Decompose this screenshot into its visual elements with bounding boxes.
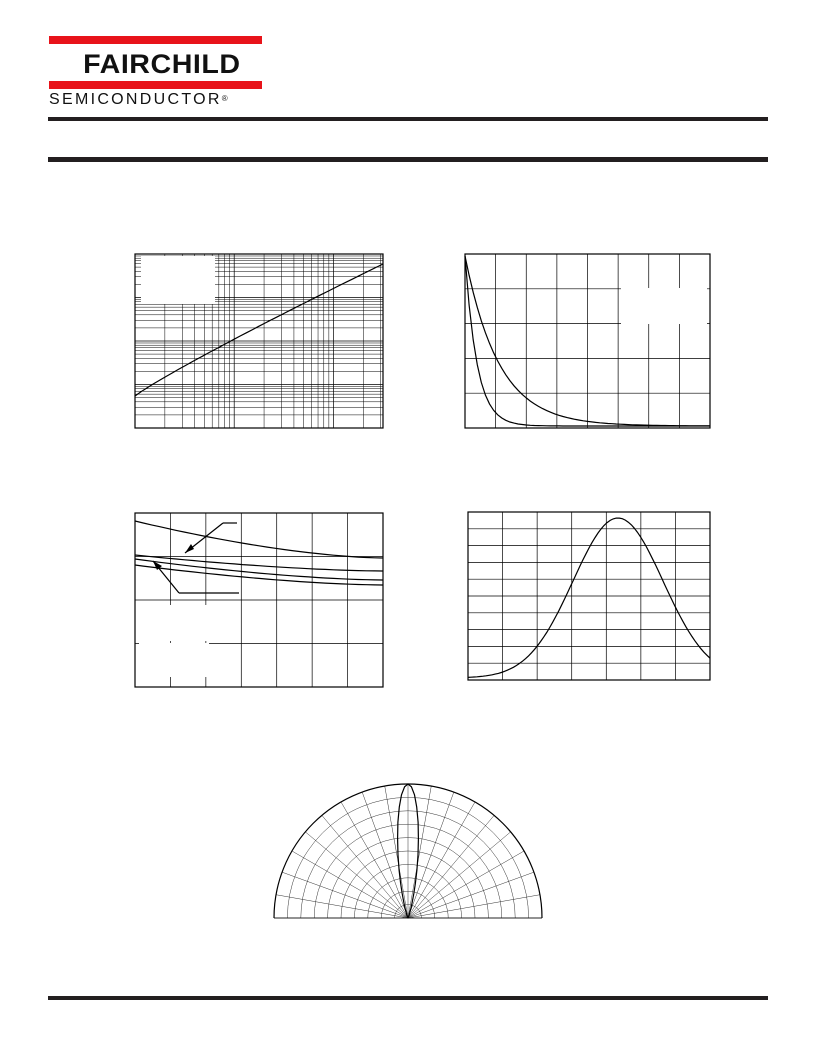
series-line-4 [135,565,383,585]
polar-spoke [408,832,511,918]
polar-spoke [305,832,408,918]
series-line-2 [135,555,383,571]
registered-mark: ® [221,94,228,103]
chart-polar [270,770,546,922]
chart-decay [465,254,710,428]
chart-spectral [468,512,710,680]
legend-box [141,256,215,304]
chart-log-log [135,254,383,428]
header-rule [48,117,768,121]
series-line-1 [135,521,383,558]
logo-bar-bottom [49,81,262,89]
footer-rule [48,996,768,1000]
chart-temperature [135,513,383,687]
brand-subtitle [49,92,228,108]
callout-arrowhead-upper [185,544,194,553]
brand-logo: FAIRCHILD [83,49,241,79]
polar-spoke [322,815,408,918]
series-line [468,518,710,677]
legend-box [621,288,707,324]
polar-spoke [408,815,494,918]
brand-subtitle-text: SEMICONDUCTOR [49,91,222,108]
logo-bar-top [49,36,262,44]
legend-box [139,643,209,677]
legend-box [141,605,237,641]
title-rule [48,157,768,162]
